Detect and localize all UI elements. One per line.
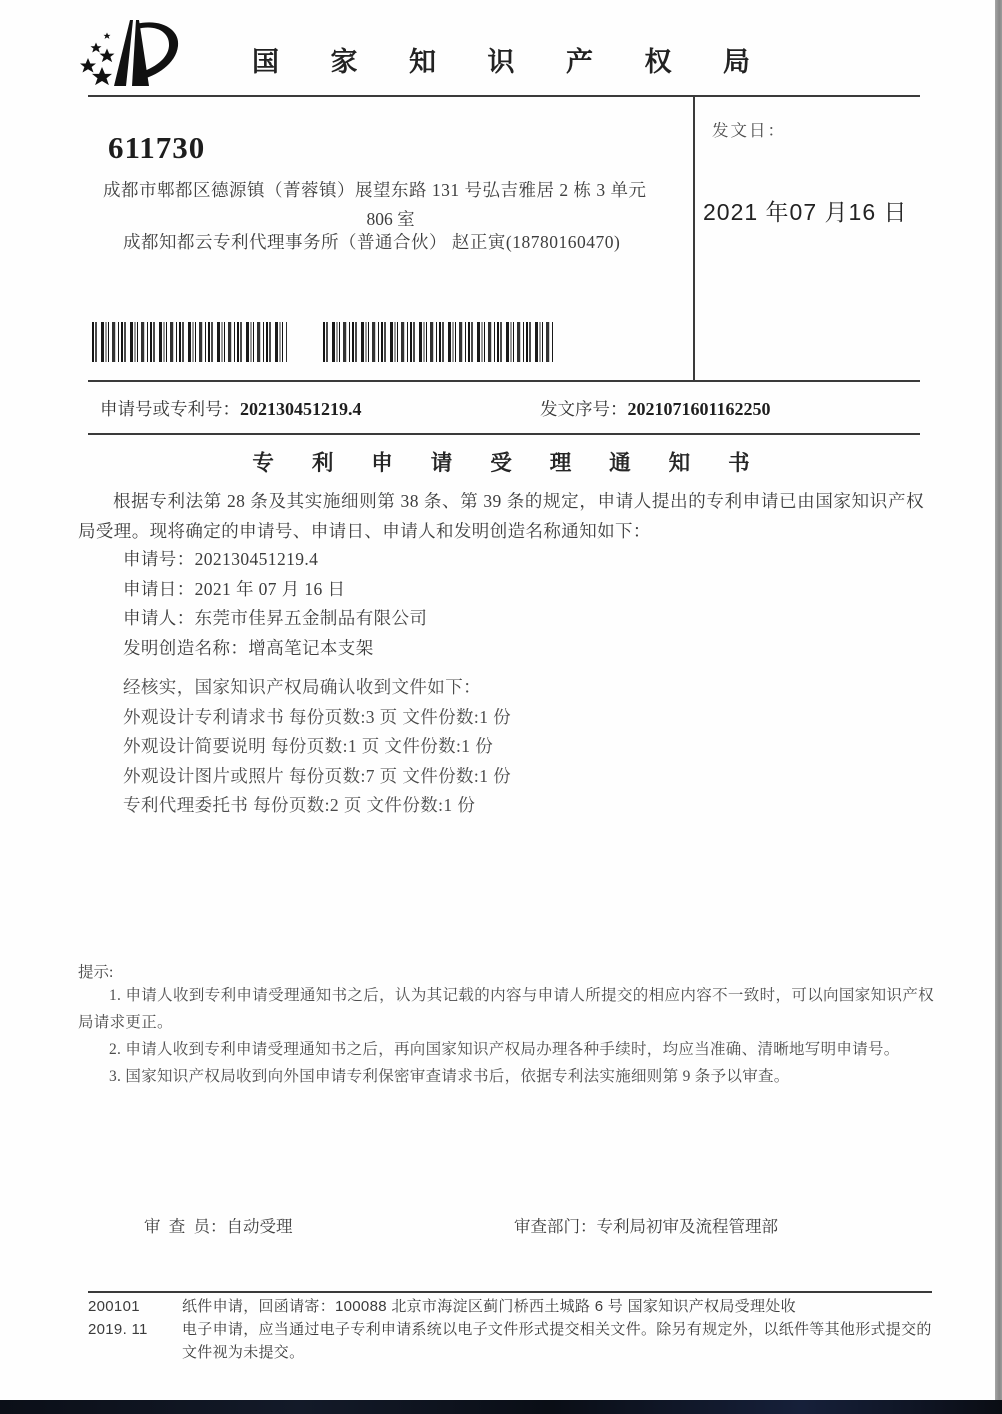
dispatch-serial-row <box>540 396 771 421</box>
application-number-value: 202130451219.4 <box>240 399 362 419</box>
examiner-value: 自动受理 <box>226 1217 293 1236</box>
dispatch-date-value: 2021 年07 月16 日 <box>703 199 908 225</box>
form-code: 200101 <box>88 1298 140 1315</box>
dispatch-serial-value: 2021071601162250 <box>627 399 771 419</box>
notice-intro: 根据专利法第 28 条及其实施细则第 38 条、第 39 条的规定，申请人提出的专利申请已由国家知识产权局受理。现将确定的申请号、申请日、申请人和发明创造名称通知如下： <box>78 491 924 541</box>
application-fields <box>123 545 427 663</box>
department-label: 审查部门： <box>514 1217 597 1236</box>
divider <box>88 95 920 97</box>
tip-item-1: 1. 申请人收到专利申请受理通知书之后，认为其记载的内容与申请人所提交的相应内容不一致时，可以向国家知识产权局请求更正。 <box>78 987 934 1031</box>
recipient-address-line2: 806 室 <box>366 209 415 229</box>
recipient-address-line1: 成都市郫都区德源镇（菁蓉镇）展望东路 131 号弘吉雅居 2 栋 3 单元 <box>103 180 647 200</box>
received-file-item: 外观设计图片或照片 每份页数:7 页 文件份数:1 份 <box>123 765 512 786</box>
divider <box>88 1291 932 1293</box>
form-date: 2019. 11 <box>88 1321 148 1338</box>
footer <box>88 1295 936 1364</box>
examiner-label: 审 查 员： <box>144 1217 227 1236</box>
footer-e-note: 电子申请，应当通过电子专利申请系统以电子文件形式提交相关文件。除另有规定外，以纸件等其他形式提交的文件视为未提交。 <box>182 1321 932 1361</box>
barcode-icon <box>323 322 554 362</box>
application-number-row <box>100 396 362 421</box>
footer-paper-note: 纸件申请，回函请寄：100088 北京市海淀区蓟门桥西土城路 6 号 国家知识产权局受理处收 <box>182 1298 796 1315</box>
field-application-no: 申请号：202130451219.4 <box>123 549 319 569</box>
received-file-item: 外观设计专利请求书 每份页数:3 页 文件份数:1 份 <box>123 706 512 727</box>
scan-edge-bottom <box>0 1400 1002 1414</box>
received-files <box>123 673 511 821</box>
tips-label: 提示: <box>78 964 114 981</box>
agent-line: 成都知都云专利代理事务所（普通合伙） 赵正寅(18780160470) <box>123 232 621 252</box>
field-applicant: 申请人：东莞市佳昇五金制品有限公司 <box>123 608 428 628</box>
divider <box>88 380 920 382</box>
field-application-date: 申请日：2021 年 07 月 16 日 <box>123 578 346 599</box>
department-value: 专利局初审及流程管理部 <box>596 1217 778 1236</box>
tip-item-2: 2. 申请人收到专利申请受理通知书之后，再向国家知识产权局办理各种手续时，均应当准确、清晰地写明申请号。 <box>109 1041 900 1058</box>
barcode-icon <box>92 322 287 362</box>
notice-title: 专 利 申 请 受 理 通 知 书 <box>252 451 766 475</box>
divider <box>693 95 695 381</box>
dispatch-serial-label: 发文序号： <box>540 399 628 419</box>
recipient-code: 611730 <box>108 130 206 165</box>
application-number-label: 申请号或专利号： <box>100 399 240 419</box>
tips-list <box>78 982 934 1090</box>
received-file-item: 外观设计简要说明 每份页数:1 页 文件份数:1 份 <box>123 736 494 756</box>
received-file-item: 专利代理委托书 每份页数:2 页 文件份数:1 份 <box>123 795 476 815</box>
scan-edge <box>995 0 1002 1401</box>
tip-item-3: 3. 国家知识产权局收到向外国申请专利保密审查请求书后，依据专利法实施细则第 9 条予以审查。 <box>109 1068 790 1085</box>
received-files-intro: 经核实，国家知识产权局确认收到文件如下： <box>123 677 481 697</box>
page-title: 国 家 知 识 产 权 局 <box>251 47 772 77</box>
department-row <box>514 1213 778 1237</box>
divider <box>88 433 920 435</box>
examiner-row <box>144 1213 293 1237</box>
field-invention-title: 发明创造名称：增高笔记本支架 <box>123 637 374 658</box>
dispatch-date-label: 发文日： <box>712 121 786 140</box>
